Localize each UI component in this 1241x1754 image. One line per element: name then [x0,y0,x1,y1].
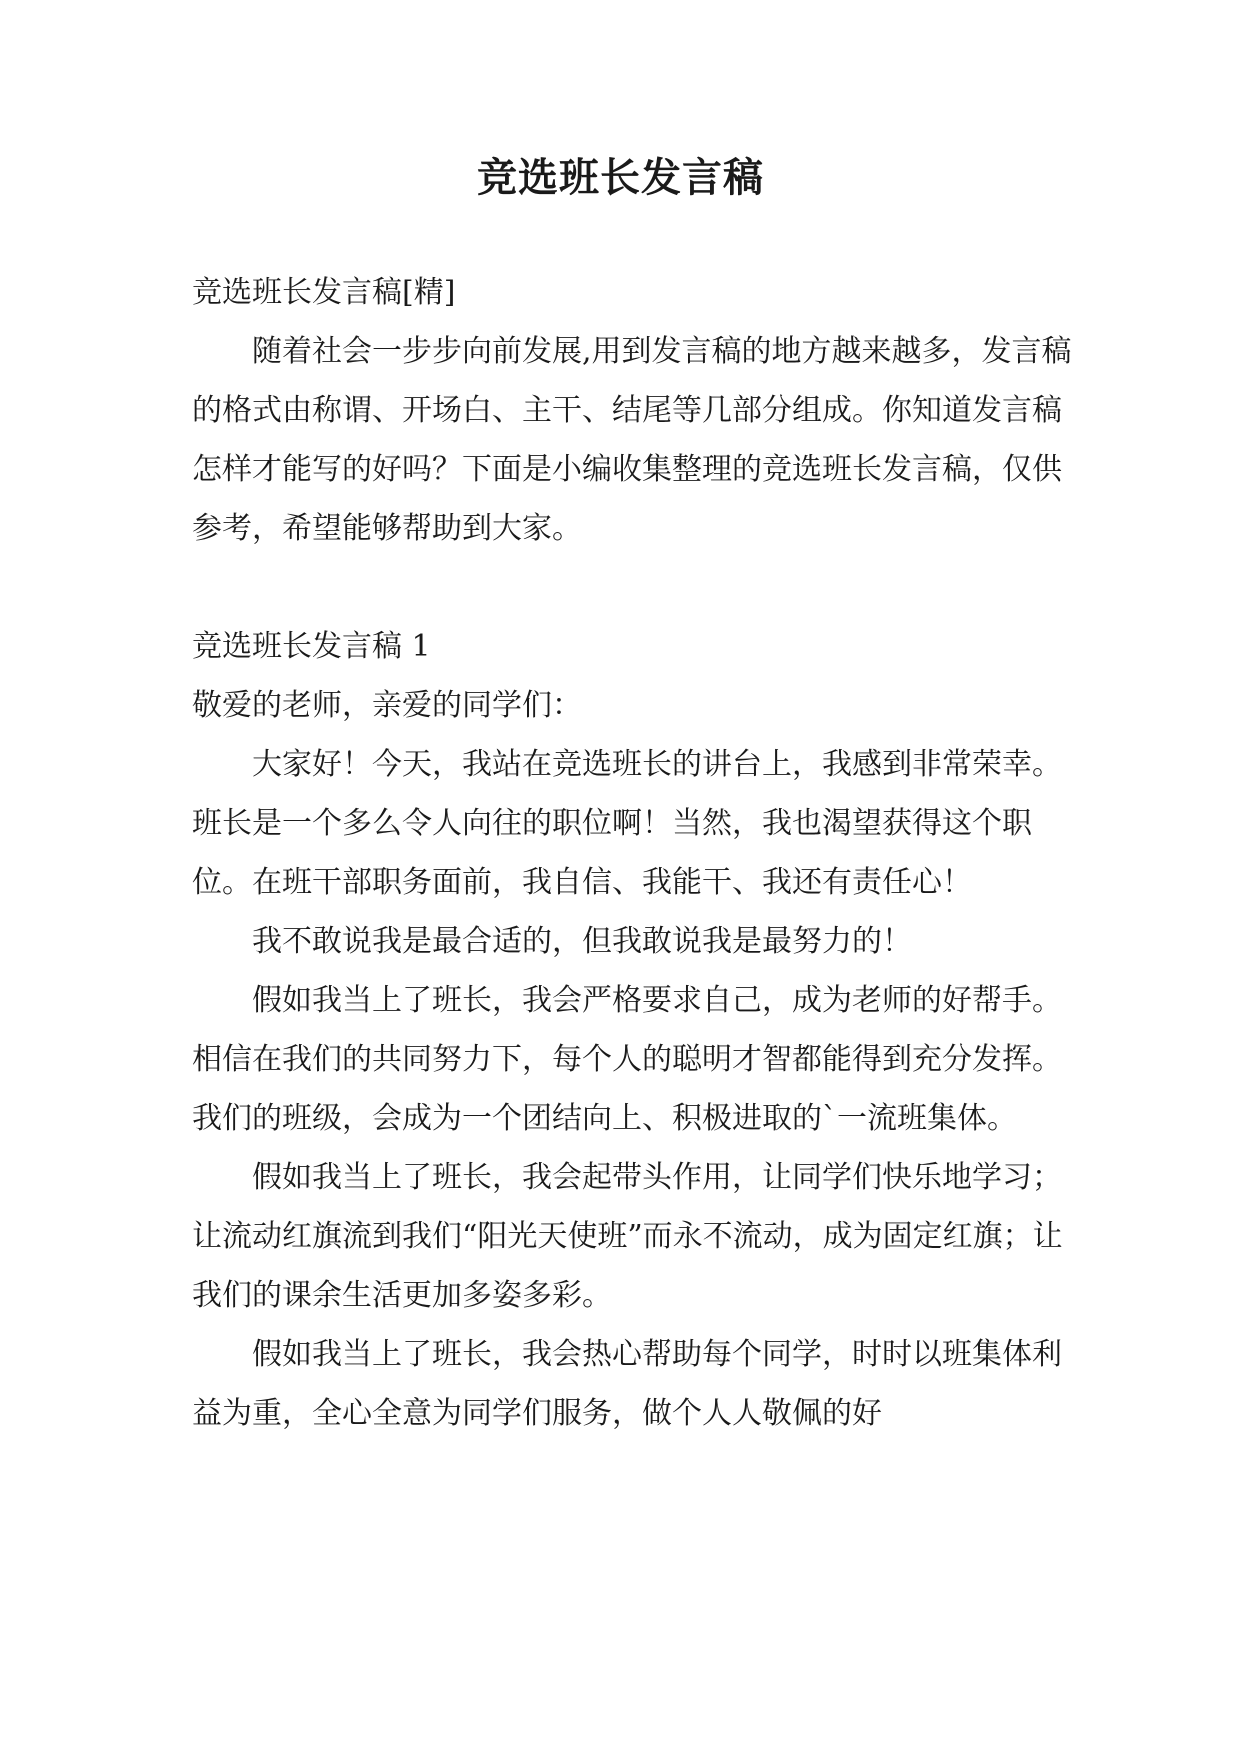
body-paragraph: 假如我当上了班长，我会热心帮助每个同学，时时以班集体利益为重，全心全意为同学们服务，做个人人敬佩的好 [192,1337,1062,1431]
body-paragraph: 我不敢说我是最合适的，但我敢说我是最努力的！ [252,924,912,959]
intro-paragraph: 随着社会一步步向前发展,用到发言稿的地方越来越多，发言稿的格式由称谓、开场白、主干、结尾等几部分组成。你知道发言稿怎样才能写的好吗？下面是小编收集整理的竞选班长发言稿，仅供参考，希望能够帮助到大家。 [192,334,1072,546]
document-title: 竞选班长发言稿 [477,154,764,201]
paragraph-spacer [192,558,1072,617]
body-paragraph: 假如我当上了班长，我会严格要求自己，成为老师的好帮手。相信在我们的共同努力下，每个人的聪明才智都能得到充分发挥。我们的班级，会成为一个团结向上、积极进取的`一流班集体。 [192,983,1062,1136]
document-subtitle: 竞选班长发言稿[精] [192,275,456,310]
greeting-line: 敬爱的老师，亲爱的同学们： [192,688,582,723]
body-paragraph: 假如我当上了班长，我会起带头作用，让同学们快乐地学习；让流动红旗流到我们“阳光天使班”而永不流动，成为固定红旗；让我们的课余生活更加多姿多彩。 [192,1160,1063,1313]
body-paragraph: 大家好！今天，我站在竞选班长的讲台上，我感到非常荣幸。班长是一个多么令人向往的职位啊！当然，我也渴望获得这个职位。在班干部职务面前，我自信、我能干、我还有责任心！ [192,747,1062,900]
section-heading: 竞选班长发言稿 1 [192,629,431,664]
document-body [192,263,1072,1443]
